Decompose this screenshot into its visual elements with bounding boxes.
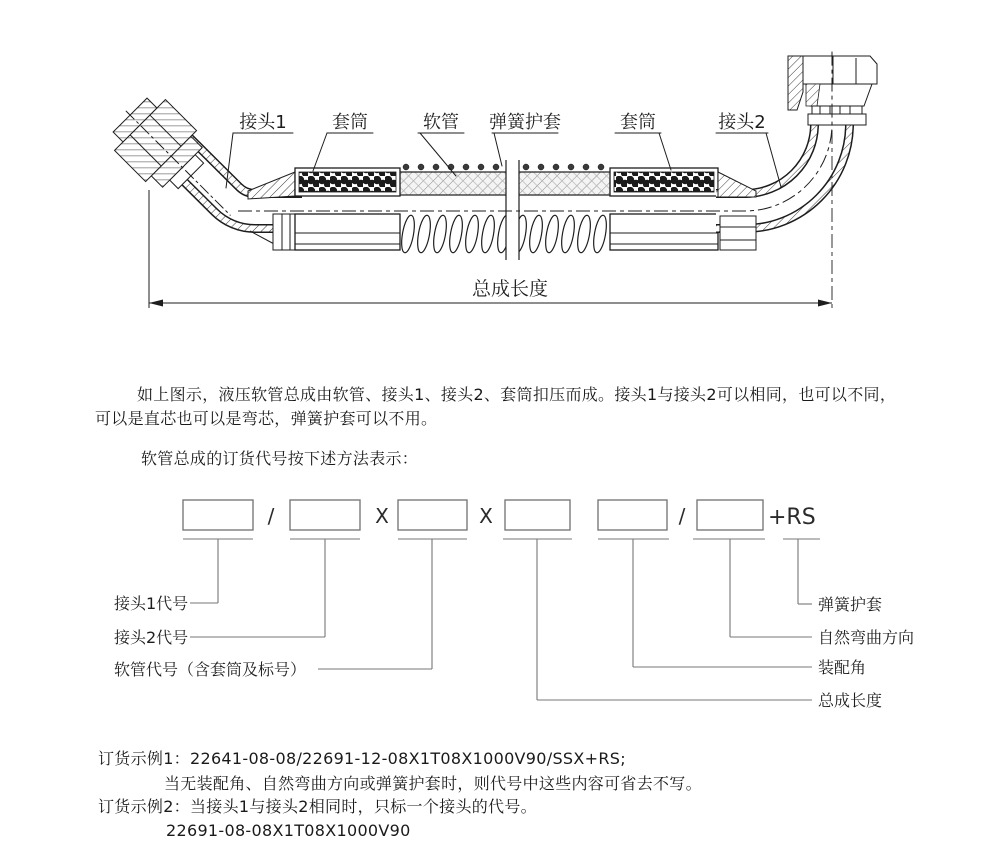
example-line-3: 订货示例2：当接头1与接头2相同时，只标一个接头的代号。 [98, 797, 537, 816]
separator-slash-1: / [267, 504, 275, 528]
label-connector1-code: 接头1代号 [114, 594, 189, 613]
separator-x-1: X [375, 504, 389, 528]
dimension-label: 总成长度 [471, 278, 549, 300]
callout-connector2: 接头2 [718, 112, 766, 133]
callout-connector1: 接头1 [239, 112, 287, 133]
sleeve2-section [610, 168, 718, 196]
example-line-1: 订货示例1：22641-08-08/22691-12-08X1T08X1000V90/SSX+RS; [98, 749, 626, 768]
label-overall-length: 总成长度 [818, 691, 883, 710]
separator-slash-2: / [678, 504, 686, 528]
hose-assembly-drawing [0, 0, 993, 345]
label-connector2-code: 接头2代号 [114, 628, 189, 647]
separator-x-2: X [479, 504, 493, 528]
code-box-connector2 [290, 500, 360, 530]
callout-hose: 软管 [423, 112, 459, 133]
intro-line-2: 可以是直芯也可以是弯芯，弹簧护套可以不用。 [95, 409, 438, 428]
code-labels-right [818, 595, 914, 710]
spring-guard-section-dots [403, 164, 604, 170]
callout-sleeve-2: 套筒 [620, 112, 656, 133]
spring-guard-spiral [399, 214, 608, 253]
code-box-hose [398, 500, 467, 530]
suffix-rs: +RS [768, 505, 816, 530]
code-box-length [505, 500, 570, 530]
code-box-bend-direction [697, 500, 763, 530]
intro-line-1: 如上图示，液压软管总成由软管、接头1、接头2、套筒扣压而成。接头1与接头2可以相同，也可以不同， [137, 385, 897, 404]
sleeve2-exterior [610, 214, 718, 250]
code-box-connector1 [183, 500, 253, 530]
callout-spring-guard: 弹簧护套 [489, 112, 561, 133]
example-line-4: 22691-08-08X1T08X1000V90 [166, 821, 411, 840]
label-spring-guard: 弹簧护套 [818, 595, 883, 614]
label-hose-code: 软管代号（含套筒及标号） [114, 660, 307, 679]
order-code-diagram [0, 470, 993, 730]
code-box-assembly-angle [598, 500, 667, 530]
intro-line-3: 软管总成的订货代号按下述方法表示： [141, 449, 419, 468]
break-lines [506, 160, 519, 260]
sleeve1-exterior [295, 214, 400, 250]
sleeve1-section [295, 168, 400, 196]
label-assembly-angle: 装配角 [818, 658, 867, 677]
callout-sleeve-1: 套筒 [332, 112, 368, 133]
label-bend-direction: 自然弯曲方向 [818, 628, 915, 647]
example-line-2: 当无装配角、自然弯曲方向或弹簧护套时，则代号中这些内容可省去不写。 [164, 774, 702, 793]
